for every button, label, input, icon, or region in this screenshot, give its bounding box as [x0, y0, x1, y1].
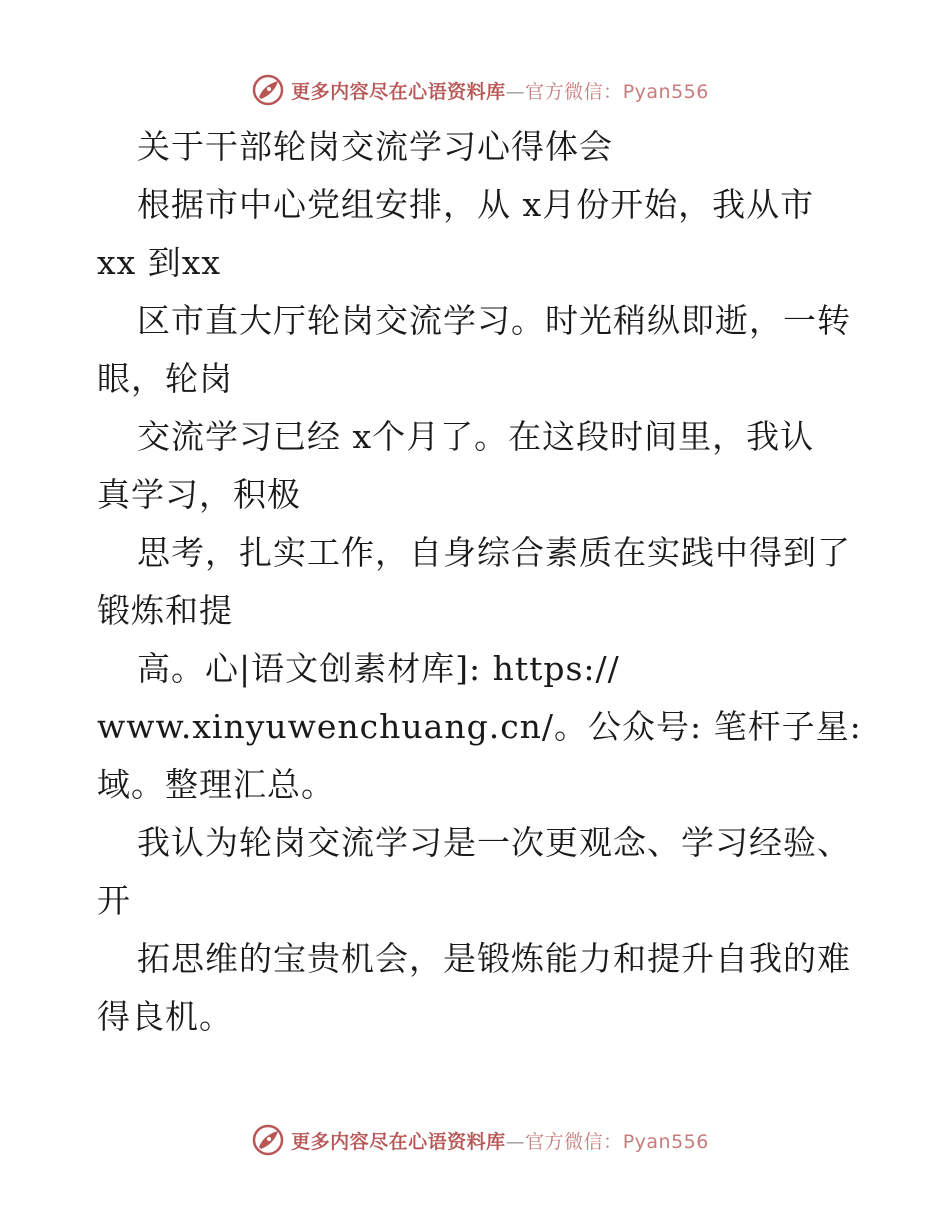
banner-dash: —: [505, 1130, 526, 1153]
banner-dash: —: [505, 80, 526, 103]
paragraph-line: 根据市中心党组安排，从 x月份开始，我从市: [137, 185, 815, 224]
banner-label: 官方微信：: [525, 1130, 623, 1153]
paragraph-line: 高。心|语文创素材库]: https://: [137, 649, 620, 688]
paragraph-line: 我认为轮岗交流学习是一次更观念、学习经验、: [137, 823, 851, 862]
header-banner-content: [251, 73, 709, 107]
pen-nib-logo-icon: [251, 73, 285, 107]
paragraph-line: 眼，轮岗: [97, 359, 233, 398]
banner-label: 官方微信：: [525, 80, 623, 103]
pen-nib-logo-icon: [251, 1123, 285, 1157]
paragraph-line: 区市直大厅轮岗交流学习。时光稍纵即逝，一转: [137, 301, 851, 340]
header-banner: [0, 70, 950, 110]
paragraph-line: 真学习，积极: [97, 475, 301, 514]
document-title: 关于干部轮岗交流学习心得体会: [137, 127, 613, 166]
paragraph-line: 思考，扎实工作，自身综合素质在实践中得到了: [137, 533, 851, 572]
banner-text: [291, 77, 709, 104]
paragraph-line: 拓思维的宝贵机会，是锻炼能力和提升自我的难: [137, 939, 851, 978]
paragraph-line: 得良机。: [97, 997, 233, 1036]
document-body: [97, 118, 862, 1046]
paragraph-line: 开: [97, 881, 131, 920]
banner-lead: 更多内容尽在心语资料库: [291, 80, 506, 103]
paragraph-line: www.xinyuwenchuang.cn/。公众号: 笔杆子星:: [97, 707, 862, 746]
footer-banner: [0, 1120, 950, 1160]
banner-handle: Pyan556: [622, 1130, 709, 1153]
paragraph-line: 交流学习已经 x个月了。在这段时间里，我认: [137, 417, 815, 456]
paragraph-line: xx 到xx: [97, 243, 221, 282]
paragraph-line: 域。整理汇总。: [97, 765, 335, 804]
paragraph-line: 锻炼和提: [97, 591, 233, 630]
banner-handle: Pyan556: [622, 80, 709, 103]
banner-text: [291, 1127, 709, 1154]
banner-lead: 更多内容尽在心语资料库: [291, 1130, 506, 1153]
footer-banner-content: [251, 1123, 709, 1157]
